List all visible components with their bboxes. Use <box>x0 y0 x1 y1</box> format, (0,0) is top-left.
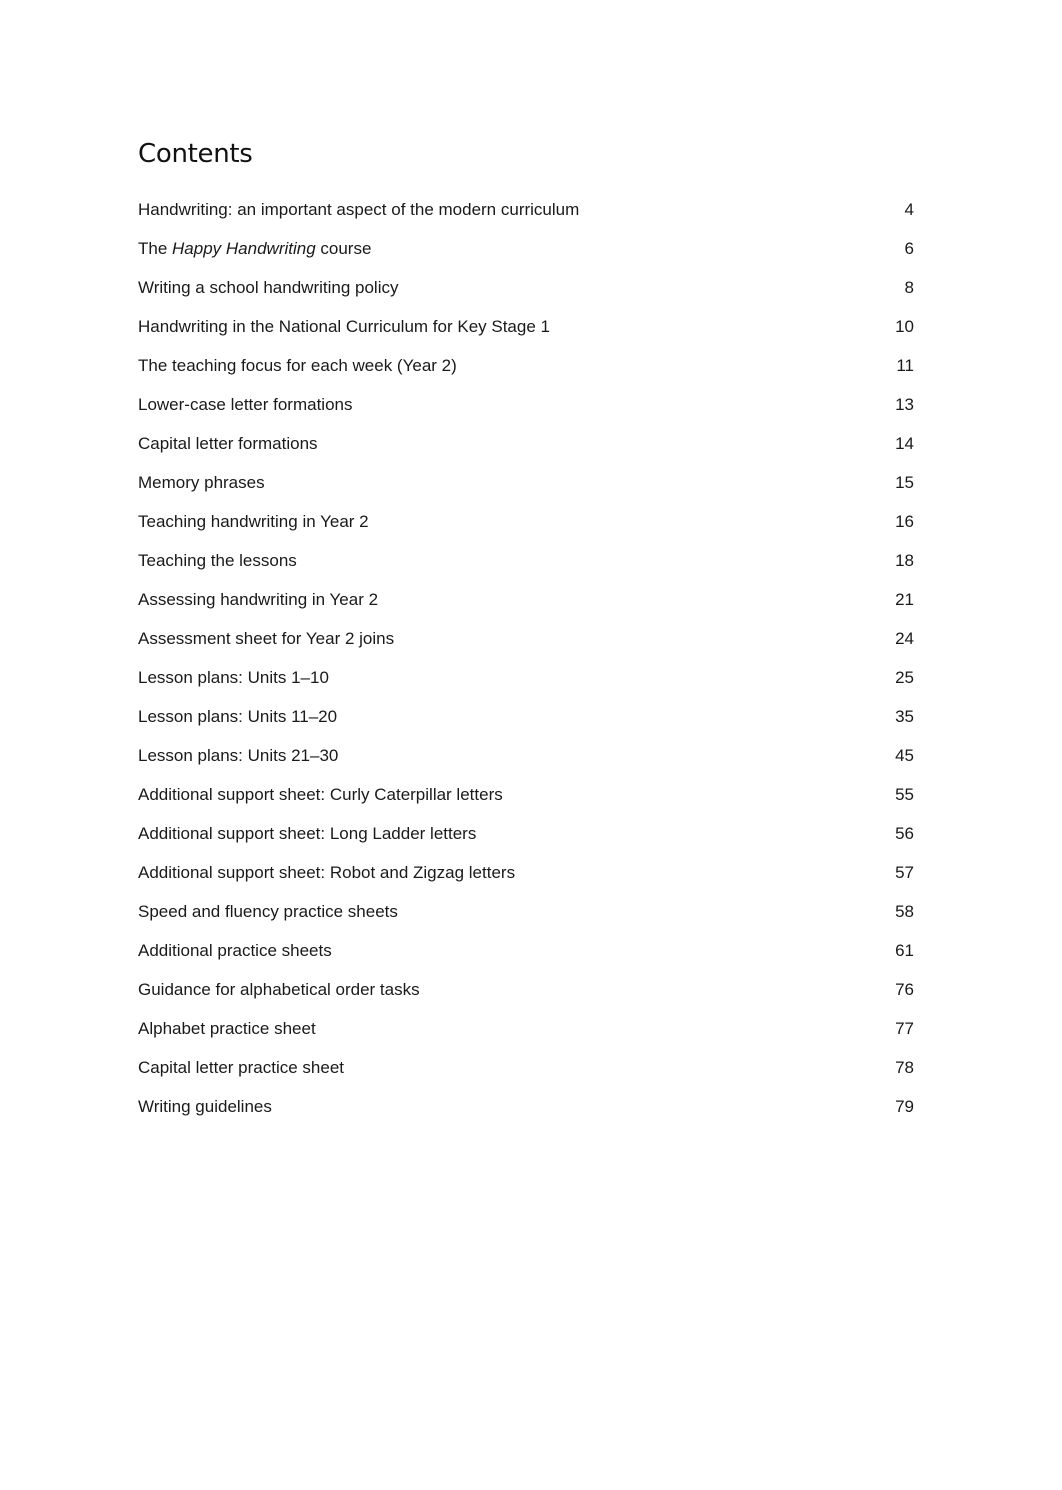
toc-entry-label: Teaching the lessons <box>138 550 297 570</box>
toc-entry-label: Writing a school handwriting policy <box>138 277 399 297</box>
toc-entry-page: 78 <box>895 1057 914 1077</box>
toc-entry-page: 56 <box>895 823 914 843</box>
toc-entry-page: 10 <box>895 316 914 336</box>
toc-entry-page: 58 <box>895 901 914 921</box>
toc-entry[interactable] <box>138 853 914 892</box>
toc-entry-page: 16 <box>895 511 914 531</box>
toc-entry[interactable] <box>138 424 914 463</box>
toc-entry[interactable] <box>138 775 914 814</box>
toc-entry-page: 13 <box>895 394 914 414</box>
toc-entry-label-suffix: course <box>315 238 372 258</box>
toc-entry-label-prefix: The <box>138 238 173 258</box>
toc-entry[interactable] <box>138 892 914 931</box>
toc-entry-label: Guidance for alphabetical order tasks <box>138 979 420 999</box>
toc-entry-label: Alphabet practice sheet <box>138 1018 316 1038</box>
toc-entry-page: 8 <box>904 277 914 297</box>
toc-entry-page: 77 <box>895 1018 914 1038</box>
toc-entry[interactable] <box>138 268 914 307</box>
contents-page <box>138 136 914 1116</box>
toc-entry[interactable] <box>138 190 914 229</box>
toc-entry-page: 55 <box>895 784 914 804</box>
toc-entry[interactable] <box>138 541 914 580</box>
toc-entry-page: 45 <box>895 745 914 765</box>
toc-entry-page: 6 <box>904 238 914 258</box>
toc-entry-label: Lesson plans: Units 21–30 <box>138 745 339 765</box>
toc-entry-label: Writing guidelines <box>138 1096 272 1116</box>
toc-entry[interactable] <box>138 229 914 268</box>
toc-entry-label: Assessing handwriting in Year 2 <box>138 589 379 609</box>
toc-entry[interactable] <box>138 814 914 853</box>
toc-entry-page: 4 <box>904 199 914 219</box>
toc-entry-page: 14 <box>895 433 914 453</box>
toc-entry[interactable] <box>138 385 914 424</box>
toc-entry[interactable] <box>138 1009 914 1048</box>
toc-entry-label: Lower-case letter formations <box>138 394 353 414</box>
toc-entry-page: 24 <box>895 628 914 648</box>
toc-entry-page: 18 <box>895 550 914 570</box>
toc-entry-page: 15 <box>895 472 914 492</box>
toc-entry-label-italic: Happy Handwriting <box>172 238 316 258</box>
page-title: Contents <box>138 139 253 169</box>
table-of-contents <box>138 190 914 1126</box>
toc-entry-page: 79 <box>895 1096 914 1116</box>
toc-entry-label: Speed and fluency practice sheets <box>138 901 398 921</box>
toc-entry-label: Additional support sheet: Long Ladder letters <box>138 823 477 843</box>
toc-entry[interactable] <box>138 307 914 346</box>
toc-entry[interactable] <box>138 1087 914 1126</box>
toc-entry-label: Additional practice sheets <box>138 940 332 960</box>
toc-entry-label: Additional support sheet: Curly Caterpillar letters <box>138 784 503 804</box>
toc-entry-page: 25 <box>895 667 914 687</box>
toc-entry[interactable] <box>138 463 914 502</box>
toc-entry-label: Handwriting in the National Curriculum for Key Stage 1 <box>138 316 550 336</box>
toc-entry[interactable] <box>138 697 914 736</box>
toc-entry-label: Memory phrases <box>138 472 265 492</box>
toc-entry-label: Assessment sheet for Year 2 joins <box>138 628 395 648</box>
toc-entry-label: Teaching handwriting in Year 2 <box>138 511 369 531</box>
toc-entry-label: Handwriting: an important aspect of the modern curriculum <box>138 199 580 219</box>
toc-entry-label: Lesson plans: Units 1–10 <box>138 667 329 687</box>
toc-entry-label <box>138 234 371 264</box>
toc-entry-page: 35 <box>895 706 914 726</box>
toc-entry-page: 11 <box>896 355 914 375</box>
toc-entry-page: 61 <box>895 940 914 960</box>
toc-entry[interactable] <box>138 346 914 385</box>
toc-entry[interactable] <box>138 1048 914 1087</box>
toc-entry-page: 21 <box>895 589 914 609</box>
toc-entry-label: Additional support sheet: Robot and Zigzag letters <box>138 862 516 882</box>
toc-entry[interactable] <box>138 502 914 541</box>
toc-entry-page: 57 <box>895 862 914 882</box>
toc-entry[interactable] <box>138 736 914 775</box>
toc-entry-label: Capital letter practice sheet <box>138 1057 344 1077</box>
toc-entry[interactable] <box>138 619 914 658</box>
toc-entry-label: The teaching focus for each week (Year 2) <box>138 355 457 375</box>
toc-entry[interactable] <box>138 580 914 619</box>
toc-entry[interactable] <box>138 931 914 970</box>
toc-entry-label: Lesson plans: Units 11–20 <box>138 706 338 726</box>
toc-entry[interactable] <box>138 970 914 1009</box>
toc-entry[interactable] <box>138 658 914 697</box>
toc-entry-page: 76 <box>895 979 914 999</box>
toc-entry-label: Capital letter formations <box>138 433 318 453</box>
